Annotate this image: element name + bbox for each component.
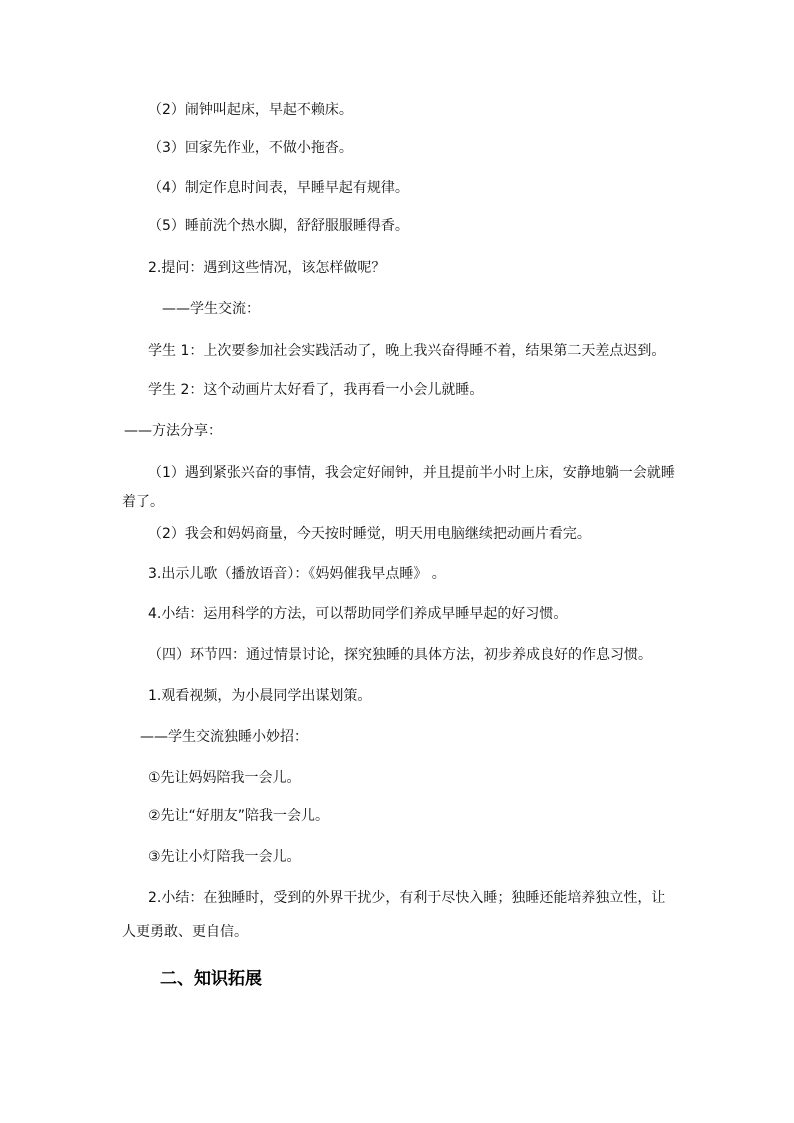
- list-item: （1）遇到紧张兴奋的事情，我会定好闹钟，并且提前半小时上床，安静地躺一会就睡: [148, 465, 675, 481]
- list-item: （3）回家先作业，不做小拖沓。: [148, 140, 353, 156]
- paragraph: 学生 2：这个动画片太好看了，我再看一小会儿就睡。: [148, 382, 484, 398]
- paragraph-continuation: 人更勇敢、更自信。: [122, 924, 248, 940]
- list-item: ②先让“好朋友”陪我一会儿。: [148, 808, 330, 824]
- section-heading: 二、知识拓展: [160, 969, 262, 989]
- list-item-continuation: 着了。: [122, 494, 164, 510]
- list-item: （2）闹钟叫起床，早起不赖床。: [148, 102, 353, 118]
- paragraph: 2.小结：在独睡时，受到的外界干扰少，有利于尽快入睡；独睡还能培养独立性，让: [148, 890, 666, 906]
- paragraph: 学生 1：上次要参加社会实践活动了，晚上我兴奋得睡不着，结果第二天差点迟到。: [148, 343, 666, 359]
- list-item: （5）睡前洗个热水脚，舒舒服服睡得香。: [148, 218, 409, 234]
- section-paragraph: （四）环节四：通过情景讨论，探究独睡的具体方法，初步养成良好的作息习惯。: [148, 647, 652, 663]
- paragraph: 1.观看视频，为小晨同学出谋划策。: [148, 688, 372, 704]
- question-paragraph: 2.提问：遇到这些情况，该怎样做呢？: [148, 260, 386, 276]
- list-item: （2）我会和妈妈商量，今天按时睡觉，明天用电脑继续把动画片看完。: [148, 526, 591, 542]
- list-item: ①先让妈妈陪我一会儿。: [148, 770, 301, 786]
- subsection-label: ——学生交流：: [162, 301, 260, 317]
- subsection-label: ——学生交流独睡小妙招：: [140, 729, 308, 745]
- subsection-label: ——方法分享：: [124, 423, 222, 439]
- list-item: ③先让小灯陪我一会儿。: [148, 849, 301, 865]
- paragraph: 3.出示儿歌（播放语音）：《妈妈催我早点睡》 。: [148, 566, 446, 582]
- list-item: （4）制定作息时间表，早睡早起有规律。: [148, 180, 409, 196]
- paragraph: 4.小结：运用科学的方法，可以帮助同学们养成早睡早起的好习惯。: [148, 606, 568, 622]
